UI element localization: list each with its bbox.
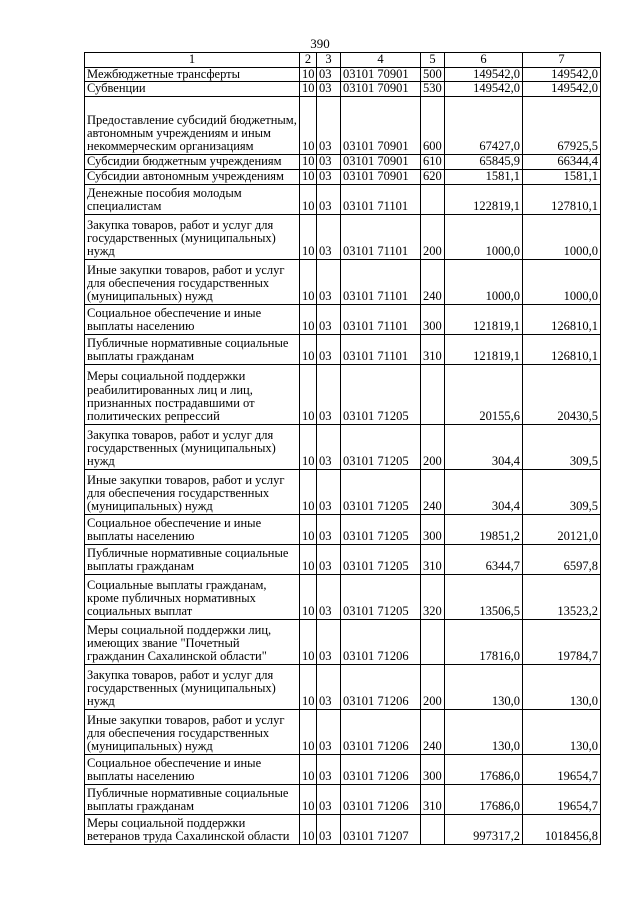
amount-year-2: 126810,1	[523, 334, 601, 364]
row-name: Социальное обеспечение и иные выплаты населению	[85, 304, 300, 334]
amount-year-2: 309,5	[523, 424, 601, 469]
section-code: 10	[300, 214, 317, 259]
row-name: Социальное обеспечение и иные выплаты населению	[85, 754, 300, 784]
table-row	[85, 574, 601, 619]
target-article-code: 03101 71206	[341, 784, 421, 814]
section-code: 10	[300, 709, 317, 754]
section-code: 10	[300, 424, 317, 469]
expense-type-code: 240	[421, 709, 445, 754]
amount-year-2: 127810,1	[523, 184, 601, 214]
table-row	[85, 424, 601, 469]
subsection-code: 03	[317, 304, 341, 334]
target-article-code: 03101 71101	[341, 184, 421, 214]
section-code: 10	[300, 82, 317, 96]
expense-type-code: 320	[421, 574, 445, 619]
target-article-code: 03101 71101	[341, 304, 421, 334]
table-row	[85, 619, 601, 664]
amount-year-1: 67427,0	[445, 96, 523, 154]
amount-year-1: 149542,0	[445, 82, 523, 96]
subsection-code: 03	[317, 184, 341, 214]
expense-type-code: 300	[421, 754, 445, 784]
expense-type-code: 530	[421, 82, 445, 96]
amount-year-1: 17816,0	[445, 619, 523, 664]
row-name: Закупка товаров, работ и услуг для государственных (муниципальных) нужд	[85, 424, 300, 469]
subsection-code: 03	[317, 709, 341, 754]
amount-year-2: 149542,0	[523, 68, 601, 82]
table-row	[85, 259, 601, 304]
column-header: 7	[523, 53, 601, 68]
amount-year-1: 1000,0	[445, 259, 523, 304]
subsection-code: 03	[317, 214, 341, 259]
row-name: Меры социальной поддержки ветеранов труда Сахалинской области	[85, 814, 300, 844]
table-row	[85, 514, 601, 544]
row-name: Закупка товаров, работ и услуг для государственных (муниципальных) нужд	[85, 214, 300, 259]
subsection-code: 03	[317, 754, 341, 784]
subsection-code: 03	[317, 514, 341, 544]
row-name: Субсидии бюджетным учреждениям	[85, 154, 300, 169]
amount-year-2: 130,0	[523, 709, 601, 754]
target-article-code: 03101 71205	[341, 424, 421, 469]
table-row	[85, 364, 601, 424]
expense-type-code: 500	[421, 68, 445, 82]
column-header: 1	[85, 53, 300, 68]
subsection-code: 03	[317, 574, 341, 619]
amount-year-2: 126810,1	[523, 304, 601, 334]
amount-year-2: 19654,7	[523, 784, 601, 814]
section-code: 10	[300, 544, 317, 574]
column-header: 4	[341, 53, 421, 68]
table-row	[85, 544, 601, 574]
amount-year-1: 304,4	[445, 469, 523, 514]
amount-year-1: 130,0	[445, 709, 523, 754]
amount-year-2: 130,0	[523, 664, 601, 709]
subsection-code: 03	[317, 424, 341, 469]
row-name: Меры социальной поддержки реабилитированных лиц и лиц, признанных пострадавшими от политических репрессий	[85, 364, 300, 424]
amount-year-2: 20121,0	[523, 514, 601, 544]
page-number: 390	[310, 36, 330, 51]
expense-type-code	[421, 814, 445, 844]
amount-year-2: 67925,5	[523, 96, 601, 154]
amount-year-1: 17686,0	[445, 754, 523, 784]
section-code: 10	[300, 664, 317, 709]
amount-year-1: 121819,1	[445, 304, 523, 334]
table-row	[85, 169, 601, 184]
expense-type-code: 300	[421, 304, 445, 334]
table-row	[85, 96, 601, 154]
subsection-code: 03	[317, 334, 341, 364]
target-article-code: 03101 70901	[341, 154, 421, 169]
target-article-code: 03101 70901	[341, 82, 421, 96]
section-code: 10	[300, 68, 317, 82]
column-header: 2	[300, 53, 317, 68]
row-name: Закупка товаров, работ и услуг для государственных (муниципальных) нужд	[85, 664, 300, 709]
row-name: Предоставление субсидий бюджетным, автономным учреждениям и иным некоммерческим организациям	[85, 96, 300, 154]
expense-type-code: 310	[421, 784, 445, 814]
target-article-code: 03101 71205	[341, 469, 421, 514]
subsection-code: 03	[317, 169, 341, 184]
amount-year-2: 1018456,8	[523, 814, 601, 844]
table-row	[85, 469, 601, 514]
section-code: 10	[300, 754, 317, 784]
table-row	[85, 784, 601, 814]
amount-year-2: 1581,1	[523, 169, 601, 184]
row-name: Социальные выплаты гражданам, кроме публичных нормативных социальных выплат	[85, 574, 300, 619]
header-row	[85, 53, 601, 68]
table-row	[85, 82, 601, 96]
target-article-code: 03101 71205	[341, 364, 421, 424]
section-code: 10	[300, 574, 317, 619]
target-article-code: 03101 71205	[341, 514, 421, 544]
amount-year-1: 1581,1	[445, 169, 523, 184]
target-article-code: 03101 71206	[341, 664, 421, 709]
column-header: 5	[421, 53, 445, 68]
subsection-code: 03	[317, 619, 341, 664]
row-name: Публичные нормативные социальные выплаты гражданам	[85, 784, 300, 814]
amount-year-1: 121819,1	[445, 334, 523, 364]
subsection-code: 03	[317, 154, 341, 169]
amount-year-1: 65845,9	[445, 154, 523, 169]
expense-type-code: 620	[421, 169, 445, 184]
section-code: 10	[300, 814, 317, 844]
amount-year-1: 20155,6	[445, 364, 523, 424]
target-article-code: 03101 71101	[341, 259, 421, 304]
table-row	[85, 154, 601, 169]
section-code: 10	[300, 259, 317, 304]
target-article-code: 03101 70901	[341, 96, 421, 154]
subsection-code: 03	[317, 96, 341, 154]
target-article-code: 03101 71205	[341, 574, 421, 619]
amount-year-1: 997317,2	[445, 814, 523, 844]
amount-year-1: 17686,0	[445, 784, 523, 814]
subsection-code: 03	[317, 364, 341, 424]
expense-type-code: 610	[421, 154, 445, 169]
expense-type-code: 200	[421, 424, 445, 469]
expense-type-code: 200	[421, 664, 445, 709]
row-name: Субвенции	[85, 82, 300, 96]
subsection-code: 03	[317, 82, 341, 96]
expense-type-code: 200	[421, 214, 445, 259]
table-row	[85, 184, 601, 214]
amount-year-2: 19654,7	[523, 754, 601, 784]
table-row	[85, 664, 601, 709]
amount-year-1: 13506,5	[445, 574, 523, 619]
section-code: 10	[300, 469, 317, 514]
target-article-code: 03101 70901	[341, 68, 421, 82]
subsection-code: 03	[317, 544, 341, 574]
target-article-code: 03101 71206	[341, 754, 421, 784]
column-header: 3	[317, 53, 341, 68]
section-code: 10	[300, 364, 317, 424]
expense-type-code: 310	[421, 334, 445, 364]
section-code: 10	[300, 96, 317, 154]
row-name: Меры социальной поддержки лиц, имеющих звание "Почетный гражданин Сахалинской области"	[85, 619, 300, 664]
section-code: 10	[300, 784, 317, 814]
row-name: Денежные пособия молодым специалистам	[85, 184, 300, 214]
amount-year-2: 19784,7	[523, 619, 601, 664]
amount-year-1: 1000,0	[445, 214, 523, 259]
row-name: Субсидии автономным учреждениям	[85, 169, 300, 184]
amount-year-2: 1000,0	[523, 259, 601, 304]
amount-year-2: 6597,8	[523, 544, 601, 574]
expense-type-code: 310	[421, 544, 445, 574]
amount-year-2: 309,5	[523, 469, 601, 514]
subsection-code: 03	[317, 469, 341, 514]
row-name: Иные закупки товаров, работ и услуг для обеспечения государственных (муниципальных) нужд	[85, 259, 300, 304]
table-row	[85, 814, 601, 844]
target-article-code: 03101 71205	[341, 544, 421, 574]
row-name: Иные закупки товаров, работ и услуг для обеспечения государственных (муниципальных) нужд	[85, 709, 300, 754]
expense-type-code	[421, 364, 445, 424]
subsection-code: 03	[317, 784, 341, 814]
table-row	[85, 68, 601, 82]
target-article-code: 03101 71207	[341, 814, 421, 844]
subsection-code: 03	[317, 814, 341, 844]
table-row	[85, 214, 601, 259]
amount-year-2: 66344,4	[523, 154, 601, 169]
amount-year-2: 1000,0	[523, 214, 601, 259]
amount-year-1: 304,4	[445, 424, 523, 469]
table-body	[85, 68, 601, 845]
section-code: 10	[300, 154, 317, 169]
section-code: 10	[300, 169, 317, 184]
subsection-code: 03	[317, 259, 341, 304]
row-name: Иные закупки товаров, работ и услуг для обеспечения государственных (муниципальных) нужд	[85, 469, 300, 514]
row-name: Публичные нормативные социальные выплаты гражданам	[85, 544, 300, 574]
amount-year-2: 149542,0	[523, 82, 601, 96]
column-header: 6	[445, 53, 523, 68]
section-code: 10	[300, 304, 317, 334]
table-row	[85, 754, 601, 784]
expense-type-code	[421, 619, 445, 664]
expense-type-code	[421, 184, 445, 214]
target-article-code: 03101 71206	[341, 619, 421, 664]
amount-year-1: 6344,7	[445, 544, 523, 574]
amount-year-1: 149542,0	[445, 68, 523, 82]
subsection-code: 03	[317, 664, 341, 709]
expense-type-code: 300	[421, 514, 445, 544]
target-article-code: 03101 71206	[341, 709, 421, 754]
row-name: Межбюджетные трансферты	[85, 68, 300, 82]
row-name: Публичные нормативные социальные выплаты гражданам	[85, 334, 300, 364]
target-article-code: 03101 71101	[341, 214, 421, 259]
subsection-code: 03	[317, 68, 341, 82]
amount-year-2: 20430,5	[523, 364, 601, 424]
amount-year-1: 122819,1	[445, 184, 523, 214]
table-row	[85, 334, 601, 364]
section-code: 10	[300, 184, 317, 214]
target-article-code: 03101 71101	[341, 334, 421, 364]
table-row	[85, 709, 601, 754]
budget-table	[84, 52, 601, 845]
section-code: 10	[300, 334, 317, 364]
expense-type-code: 240	[421, 469, 445, 514]
expense-type-code: 600	[421, 96, 445, 154]
section-code: 10	[300, 514, 317, 544]
target-article-code: 03101 70901	[341, 169, 421, 184]
section-code: 10	[300, 619, 317, 664]
amount-year-1: 19851,2	[445, 514, 523, 544]
row-name: Социальное обеспечение и иные выплаты населению	[85, 514, 300, 544]
amount-year-2: 13523,2	[523, 574, 601, 619]
table-row	[85, 304, 601, 334]
amount-year-1: 130,0	[445, 664, 523, 709]
expense-type-code: 240	[421, 259, 445, 304]
